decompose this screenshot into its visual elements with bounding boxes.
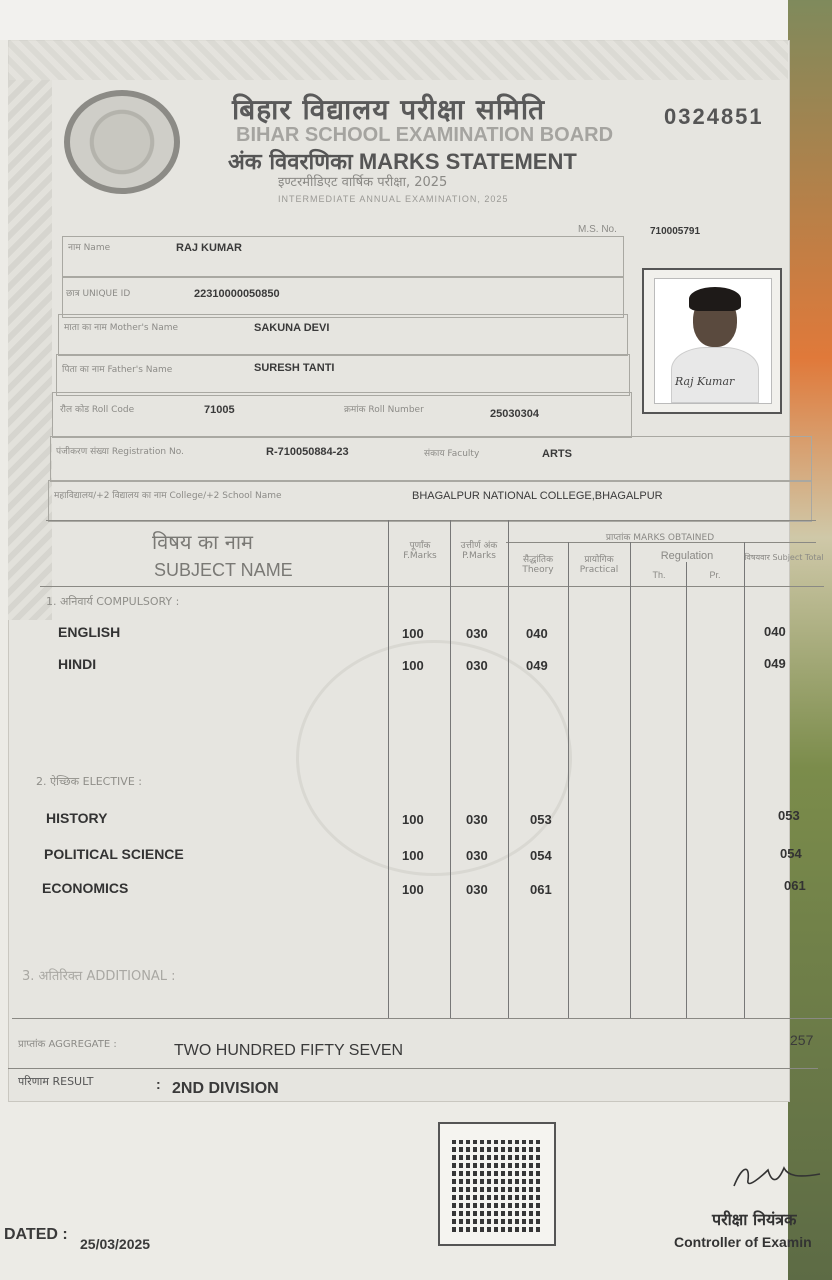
subject-total-header: विषयवार Subject Total: [744, 553, 824, 562]
subject-header-hindi: विषय का नाम: [152, 530, 253, 554]
name-label: नाम Name: [68, 243, 111, 253]
controller-title-hindi: परीक्षा नियंत्रक: [712, 1210, 797, 1229]
table-bottom-line: [12, 1018, 832, 1019]
aggregate-words: TWO HUNDRED FIFTY SEVEN: [174, 1042, 404, 1059]
college-name: BHAGALPUR NATIONAL COLLEGE,BHAGALPUR: [412, 490, 663, 502]
exam-name-english: INTERMEDIATE ANNUAL EXAMINATION, 2025: [278, 194, 509, 204]
roll-number: 25030304: [490, 408, 539, 420]
full-marks: 100: [402, 626, 424, 641]
student-photo: [642, 268, 782, 414]
aggregate-total: 257: [790, 1032, 814, 1048]
col-divider-3: [508, 520, 509, 1018]
result-division: 2ND DIVISION: [172, 1080, 279, 1097]
pass-marks: 030: [466, 626, 488, 641]
student-name: RAJ KUMAR: [176, 242, 242, 254]
subject-total: 061: [784, 878, 806, 893]
subject-total: 053: [778, 808, 800, 823]
marks-obtained-header: प्राप्तांक MARKS OBTAINED: [605, 533, 715, 543]
exam-name-hindi: इण्टरमीडिएट वार्षिक परीक्षा, 2025: [278, 175, 448, 190]
compulsory-section-label: 1. अनिवार्य COMPULSORY :: [46, 595, 180, 608]
elective-section-label: 2. ऐच्छिक ELECTIVE :: [36, 775, 142, 788]
result-divider: [8, 1068, 818, 1069]
photo-signature: Raj Kumar: [675, 375, 735, 388]
col-divider-6: [686, 562, 687, 1018]
theory-marks: 061: [530, 882, 552, 897]
theory-marks: 049: [526, 658, 548, 673]
regulation-header: Regulation: [660, 550, 714, 562]
registration-number: R-710050884-23: [266, 446, 349, 458]
registration-label: पंजीकरण संख्या Registration No.: [56, 447, 184, 457]
father-name: SURESH TANTI: [254, 362, 335, 374]
pass-marks: 030: [466, 848, 488, 863]
subject-name: POLITICAL SCIENCE: [44, 846, 184, 862]
table-header-bottom-line: [40, 586, 824, 587]
result-colon: :: [156, 1076, 161, 1092]
subject-name: HINDI: [58, 656, 97, 672]
aggregate-label: प्राप्तांक AGGREGATE :: [18, 1039, 117, 1050]
full-marks: 100: [402, 882, 424, 897]
unique-id-label: छात्र UNIQUE ID: [66, 289, 131, 299]
practical-header: प्रायोगिक Practical: [579, 555, 619, 575]
watermark-seal-icon: [296, 640, 572, 876]
roll-row: [52, 392, 632, 438]
subject-name: ECONOMICS: [42, 880, 129, 896]
board-name-english: BIHAR SCHOOL EXAMINATION BOARD: [236, 124, 614, 146]
issue-date: 25/03/2025: [80, 1236, 151, 1252]
roll-code-label: रौल कोड Roll Code: [60, 405, 135, 415]
col-divider-1: [388, 520, 389, 1018]
full-marks: 100: [402, 848, 424, 863]
ms-number-label: M.S. No.: [578, 224, 617, 235]
father-row: [56, 354, 630, 396]
regulation-pr-header: Pr.: [709, 570, 721, 580]
subject-name: ENGLISH: [58, 624, 121, 640]
photo-hair: [689, 287, 741, 311]
table-top-line: [46, 520, 816, 521]
serial-number: 0324851: [664, 104, 764, 129]
ms-number: 710005791: [650, 226, 701, 237]
controller-title-english: Controller of Examin: [674, 1234, 812, 1250]
mother-name-label: माता का नाम Mother's Name: [64, 323, 179, 333]
pass-marks: 030: [466, 882, 488, 897]
roll-code: 71005: [204, 404, 235, 416]
registration-row: [50, 436, 812, 482]
col-divider-4: [568, 542, 569, 1018]
father-name-label: पिता का नाम Father's Name: [62, 365, 173, 375]
subject-total: 054: [780, 846, 802, 861]
qr-code-icon: [438, 1122, 556, 1246]
full-marks-header: पूर्णांक F.Marks: [403, 541, 437, 561]
statement-title-hindi: अंक विवरणिका: [228, 150, 353, 175]
dated-label: DATED :: [4, 1226, 68, 1243]
col-divider-2: [450, 520, 451, 1018]
col-divider-5: [630, 542, 631, 1018]
statement-title-english: MARKS STATEMENT: [358, 149, 577, 174]
border-pattern-left: [8, 80, 52, 620]
photo-frame: [654, 278, 772, 404]
theory-marks: 054: [530, 848, 552, 863]
faculty: ARTS: [542, 448, 572, 460]
controller-signature-icon: [728, 1156, 828, 1196]
name-row: [62, 236, 624, 278]
col-divider-7: [744, 542, 745, 1018]
unique-id: 22310000050850: [194, 288, 280, 300]
board-seal-icon: [64, 90, 180, 194]
mother-name: SAKUNA DEVI: [254, 322, 330, 334]
theory-header: सैद्धांतिक Theory: [522, 555, 554, 575]
faculty-label: संकाय Faculty: [424, 449, 480, 459]
theory-marks: 053: [530, 812, 552, 827]
subject-total: 040: [764, 624, 786, 639]
roll-number-label: क्रमांक Roll Number: [344, 405, 424, 415]
subject-total: 049: [764, 656, 786, 671]
college-label: महाविद्यालय/+2 विद्यालय का नाम College/+2 School Name: [54, 491, 282, 501]
pass-marks: 030: [466, 812, 488, 827]
board-name-hindi: बिहार विद्यालय परीक्षा समिति: [232, 93, 546, 126]
subject-header-english: SUBJECT NAME: [154, 560, 293, 580]
subject-name: HISTORY: [46, 810, 108, 826]
border-pattern-top: [8, 40, 788, 80]
background-cloth: [788, 0, 832, 1280]
pass-marks-header: उत्तीर्ण अंक P.Marks: [460, 541, 498, 561]
paper-edge: [0, 0, 790, 40]
unique-id-row: [62, 276, 624, 318]
qr-pattern-overlay: [452, 1140, 540, 1232]
additional-section-label: 3. अतिरिक्त ADDITIONAL :: [22, 969, 176, 984]
pass-marks: 030: [466, 658, 488, 673]
result-label: परिणाम RESULT: [18, 1075, 94, 1088]
theory-marks: 040: [526, 626, 548, 641]
full-marks: 100: [402, 812, 424, 827]
regulation-th-header: Th.: [652, 570, 666, 580]
full-marks: 100: [402, 658, 424, 673]
